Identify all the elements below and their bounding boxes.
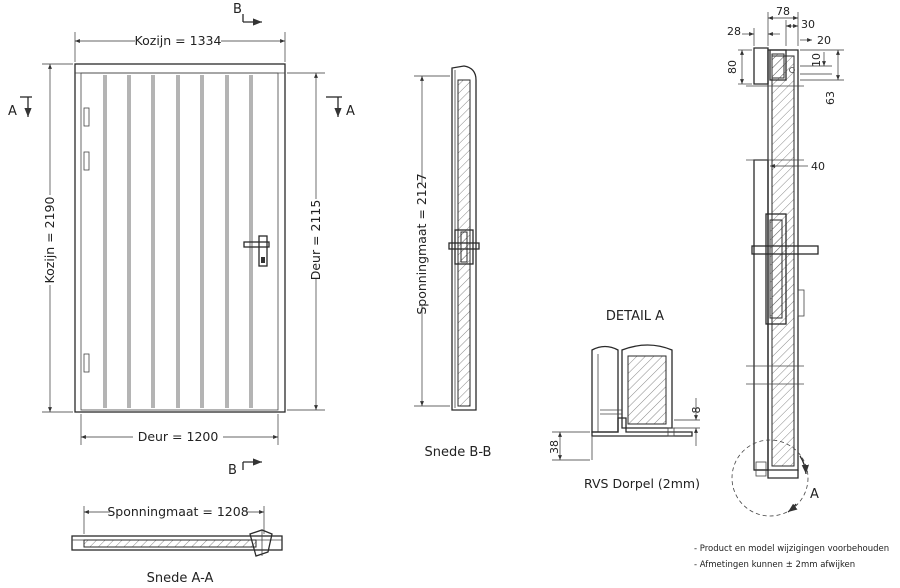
section-marker-a-left [8, 97, 32, 119]
section-bb-sponningmaat: Sponningmaat = 2127 [414, 173, 429, 315]
section-marker-b-bottom [228, 462, 262, 478]
door-handle [244, 236, 269, 266]
profile-dim-78: 78 [776, 5, 790, 18]
deur-width-dimension: Deur = 1200 [137, 429, 219, 444]
profile-dim-28: 28 [727, 25, 741, 38]
detail-a-dim-38: 38 [548, 440, 561, 454]
section-bb-view [414, 66, 491, 460]
profile-dim-10: 10 [810, 53, 823, 67]
section-marker-b-top [233, 2, 262, 22]
svg-text:A: A [8, 104, 17, 119]
profile-dim-80: 80 [726, 60, 739, 74]
section-bb-title: Snede B-B [424, 445, 492, 460]
svg-text:B: B [228, 463, 237, 478]
detail-a-dim-8: 8 [690, 406, 703, 414]
kozijn-height-dimension: Kozijn = 2190 [42, 196, 57, 284]
door-planks [104, 75, 252, 408]
svg-text:A: A [346, 104, 355, 119]
profile-dim-40: 40 [811, 160, 825, 173]
profile-dim-20: 20 [817, 34, 831, 47]
detail-a-caption: RVS Dorpel (2mm) [583, 476, 701, 491]
profile-detail-marker: A [810, 487, 819, 502]
svg-text:B: B [233, 2, 242, 17]
hinges [84, 108, 89, 372]
deur-height-dimension: Deur = 2115 [308, 199, 323, 281]
notes [694, 544, 889, 570]
section-aa-view [72, 504, 282, 586]
section-marker-a-right [326, 97, 355, 119]
kozijn-width-dimension: Kozijn = 1334 [134, 33, 222, 48]
section-aa-title: Snede A-A [146, 571, 214, 586]
profile-dim-63: 63 [824, 91, 837, 105]
door-frame [75, 64, 285, 412]
section-aa-sponningmaat: Sponningmaat = 1208 [107, 504, 249, 519]
note-line: - Product en model wijzigingen voorbehouden [694, 544, 890, 554]
profile-section-view [726, 5, 844, 516]
detail-a-title: DETAIL A [605, 309, 665, 324]
detail-a-view [548, 309, 703, 491]
note-line: - Afmetingen kunnen ± 2mm afwijken [694, 560, 856, 570]
profile-dim-30: 30 [801, 18, 815, 31]
front-view [8, 2, 355, 478]
